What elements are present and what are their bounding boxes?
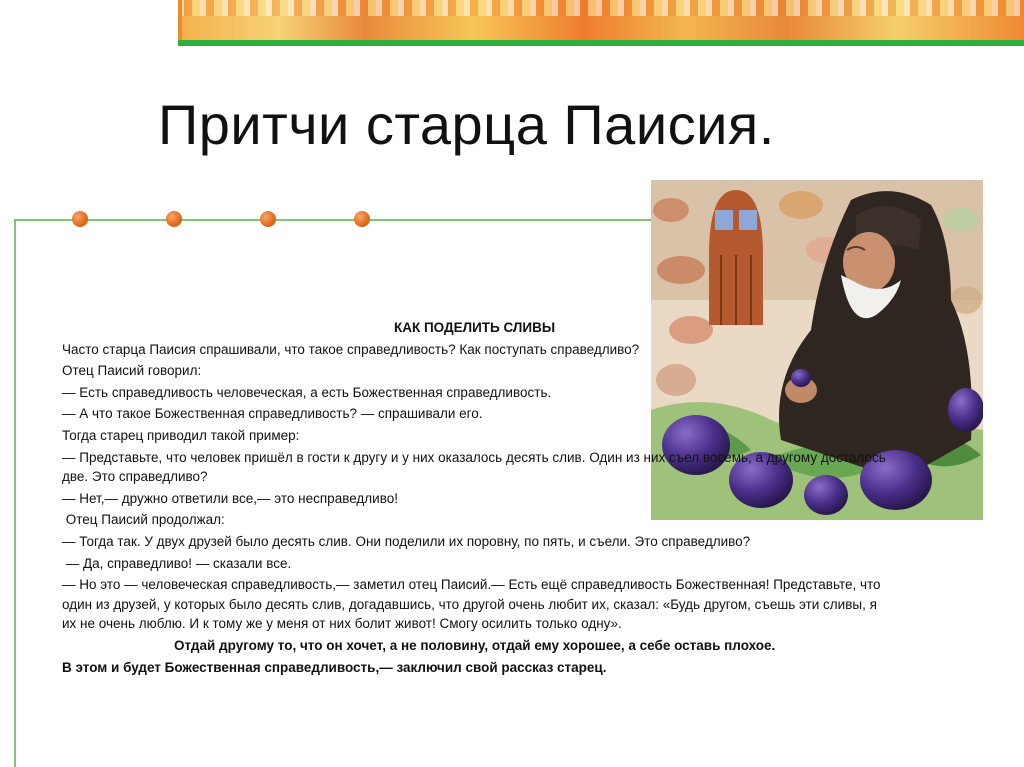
parable-line: — Но это — человеческая справедливость,— заметил отец Паисий.— Есть ещё справедливость Божественная! Представьте, что один из друзей, у которых было десять слив, догадавшись, что другой очень любит их, сказал: «Будь другом, съешь эти сливы, я их не очень люблю. И к тому же у меня от них болит живот! Смогу осилить только одну». [62,577,881,632]
frame-left-line [14,219,16,767]
parable-line: Тогда старец приводил такой пример: [62,427,300,443]
dot-icon [260,211,276,227]
dot-icon [166,211,182,227]
parable-line: — А что такое Божественная справедливость? — спрашивали его. [62,406,483,422]
banner-green-stripe [178,40,1024,46]
parable-heading: КАК ПОДЕЛИТЬ СЛИВЫ [394,320,556,335]
parable-line: — Представьте, что человек пришёл в гости к другу и у них оказалось десять слив. Один из них съел восемь, а другому досталось две. Это справедливо? [62,449,886,485]
parable-conclusion: В этом и будет Божественная справедливость,— заключил свой рассказ старец. [62,659,607,675]
top-decorative-banner [178,0,1024,40]
parable-conclusion: Отдай другому то, что он хочет, а не половину, отдай ему хорошее, а себе оставь плохое. [174,637,776,653]
parable-line: — Есть справедливость человеческая, а есть Божественная справедливость. [62,384,552,400]
parable-line: Отец Паисий говорил: [62,363,202,379]
dot-icon [354,211,370,227]
frame-top-line [14,219,654,221]
dot-icon [72,211,88,227]
parable-line: — Тогда так. У двух друзей было десять слив. Они поделили их поровну, по пять, и съели. Это справедливо? [62,533,751,549]
parable-line: — Нет,— дружно ответили все,— это несправедливо! [62,490,399,506]
parable-line: Часто старца Паисия спрашивали, что такое справедливость? Как поступать справедливо? [62,341,640,357]
parable-text [62,318,962,679]
slide-title: Притчи старца Паисия. [158,93,775,156]
parable-line: — Да, справедливо! — сказали все. [62,555,292,571]
parable-line: Отец Паисий продолжал: [62,512,225,528]
